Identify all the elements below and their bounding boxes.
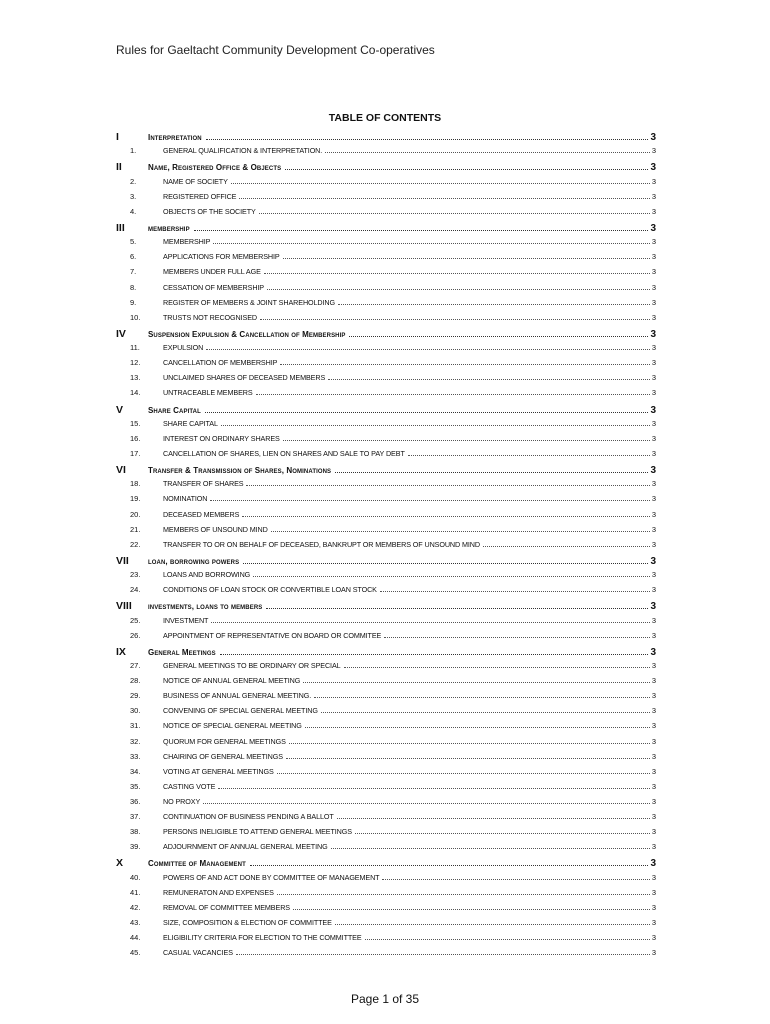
entry-title: UNTRACEABLE MEMBERS: [163, 388, 253, 398]
section-number: X: [116, 857, 124, 870]
entry-number: 15.: [130, 418, 141, 428]
entry-number: 41.: [130, 887, 141, 897]
entry-number: 16.: [130, 433, 141, 443]
toc-entry-row[interactable]: [116, 691, 656, 706]
leader-dots: [331, 848, 650, 849]
entry-page: 3: [651, 191, 656, 201]
leader-dots: [243, 563, 648, 564]
leader-dots: [338, 304, 650, 305]
entry-number: 34.: [130, 766, 141, 776]
section-number: VI: [116, 464, 126, 477]
leader-dots: [483, 546, 650, 547]
section-title: investments, loans to members: [148, 602, 263, 612]
leader-dots: [256, 394, 650, 395]
leader-dots: [328, 379, 650, 380]
entry-number: 3.: [130, 191, 137, 201]
entry-title: SIZE, COMPOSITION & ELECTION OF COMMITTEE: [163, 917, 332, 927]
leader-dots: [289, 743, 650, 744]
leader-dots: [314, 697, 650, 698]
entry-title: REMOVAL OF COMMITTEE MEMBERS: [163, 902, 290, 912]
leader-dots: [355, 833, 650, 834]
entry-page: 3: [651, 176, 656, 186]
leader-dots: [264, 273, 650, 274]
entry-number: 1.: [130, 146, 137, 156]
toc-entry-row[interactable]: [116, 661, 656, 676]
entry-title: NOTICE OF ANNUAL GENERAL MEETING: [163, 676, 301, 686]
toc-entry-row[interactable]: [116, 449, 656, 464]
entry-title: APPOINTMENT OF REPRESENTATIVE ON BOARD OR COMMITEE: [163, 630, 382, 640]
toc-entry-row[interactable]: [116, 358, 656, 373]
entry-title: REGISTER OF MEMBERS & JOINT SHAREHOLDING: [163, 297, 335, 307]
entry-page: 3: [651, 630, 656, 640]
entry-number: 12.: [130, 358, 141, 368]
entry-page: 3: [651, 933, 656, 942]
leader-dots: [205, 412, 649, 413]
leader-dots: [218, 788, 650, 789]
section-title: Suspension Expulsion & Cancellation of Membership: [148, 329, 346, 339]
toc-entry-row[interactable]: [116, 797, 656, 812]
entry-title: NOTICE OF SPECIAL GENERAL MEETING: [163, 721, 302, 731]
toc-entry-row[interactable]: [116, 585, 656, 600]
entry-page: 3: [651, 146, 656, 156]
toc-entry-row[interactable]: [116, 373, 656, 388]
entry-page: 3: [651, 676, 656, 686]
section-page: 3: [650, 132, 656, 143]
section-number: I: [116, 131, 119, 143]
leader-dots: [242, 516, 650, 517]
section-page: 3: [650, 601, 656, 613]
entry-number: 5.: [130, 237, 137, 247]
entry-page: 3: [651, 448, 656, 458]
toc-entry-row[interactable]: [116, 283, 656, 298]
entry-number: 42.: [130, 902, 141, 912]
leader-dots: [239, 198, 649, 199]
leader-dots: [220, 654, 649, 655]
entry-number: 20.: [130, 509, 141, 519]
section-title: Share Capital: [148, 405, 201, 415]
toc-entry-row[interactable]: [116, 918, 656, 933]
toc-entry-row[interactable]: [116, 812, 656, 827]
entry-page: 3: [651, 358, 656, 368]
leader-dots: [277, 773, 650, 774]
entry-page: 3: [651, 827, 656, 837]
entry-number: 39.: [130, 842, 141, 852]
leader-dots: [382, 879, 649, 880]
entry-title: POWERS OF AND ACT DONE BY COMMITTEE OF MANAGEMENT: [163, 872, 380, 882]
section-number: VII: [116, 554, 129, 567]
leader-dots: [266, 608, 648, 609]
entry-number: 40.: [130, 872, 141, 882]
entry-number: 35.: [130, 781, 141, 791]
section-number: V: [116, 403, 124, 416]
entry-page: 3: [651, 388, 656, 398]
entry-number: 18.: [130, 479, 141, 489]
page-footer: Page 1 of 35: [350, 992, 420, 1006]
leader-dots: [408, 455, 650, 456]
toc-entry-row[interactable]: [116, 313, 656, 328]
entry-page: 3: [651, 206, 656, 216]
section-number: II: [116, 161, 122, 174]
entry-title: UNCLAIMED SHARES OF DECEASED MEMBERS: [163, 373, 326, 383]
toc-section-row[interactable]: [116, 600, 656, 615]
entry-number: 43.: [130, 917, 141, 927]
leader-dots: [365, 939, 650, 940]
section-page: 3: [650, 404, 656, 416]
leader-dots: [303, 682, 650, 683]
table-of-contents: [116, 131, 656, 963]
entry-page: 3: [651, 751, 656, 761]
toc-section-row[interactable]: [116, 404, 656, 419]
section-page: 3: [650, 646, 656, 658]
toc-entry-row[interactable]: [116, 752, 656, 767]
leader-dots: [349, 336, 648, 337]
leader-dots: [335, 472, 648, 473]
entry-page: 3: [651, 887, 656, 897]
entry-number: 30.: [130, 706, 141, 716]
entry-number: 21.: [130, 524, 141, 534]
entry-page: 3: [651, 509, 656, 519]
toc-title: TABLE OF CONTENTS: [328, 112, 442, 124]
entry-title: NAME OF SOCIETY: [163, 176, 228, 186]
entry-title: CONDITIONS OF LOAN STOCK OR CONVERTIBLE LOAN STOCK: [163, 585, 377, 595]
leader-dots: [206, 139, 649, 140]
leader-dots: [286, 758, 650, 759]
toc-entry-row[interactable]: [116, 782, 656, 797]
leader-dots: [380, 591, 650, 592]
entry-page: 3: [651, 524, 656, 534]
leader-dots: [280, 364, 650, 365]
toc-entry-row[interactable]: [116, 842, 656, 857]
leader-dots: [293, 909, 650, 910]
leader-dots: [211, 622, 650, 623]
entry-title: MEMBERS UNDER FULL AGE: [163, 267, 261, 277]
leader-dots: [283, 440, 650, 441]
leader-dots: [206, 349, 650, 350]
toc-section-row[interactable]: [116, 328, 656, 343]
toc-entry-row[interactable]: [116, 207, 656, 222]
section-number: III: [116, 221, 125, 234]
entry-title: CASUAL VACANCIES: [163, 948, 233, 958]
entry-number: 14.: [130, 388, 141, 398]
section-page: 3: [650, 162, 656, 174]
toc-entry-row[interactable]: [116, 616, 656, 631]
section-title: loan, borrowing powers: [148, 556, 240, 566]
leader-dots: [259, 213, 650, 214]
entry-title: ADJOURNMENT OF ANNUAL GENERAL MEETING: [163, 842, 328, 852]
entry-page: 3: [651, 766, 656, 776]
leader-dots: [285, 169, 648, 170]
toc-entry-row[interactable]: [116, 721, 656, 736]
entry-page: 3: [651, 282, 656, 292]
entry-page: 3: [651, 691, 656, 701]
toc-section-row[interactable]: [116, 464, 656, 479]
toc-entry-row[interactable]: [116, 948, 656, 963]
toc-entry-row[interactable]: [116, 419, 656, 434]
section-page: 3: [650, 858, 656, 870]
entry-number: 44.: [130, 933, 141, 942]
entry-page: 3: [651, 267, 656, 277]
entry-number: 31.: [130, 721, 141, 731]
entry-page: 3: [651, 842, 656, 852]
toc-entry-row[interactable]: [116, 737, 656, 752]
entry-number: 22.: [130, 539, 141, 549]
toc-entry-row[interactable]: [116, 192, 656, 207]
entry-number: 38.: [130, 827, 141, 837]
entry-title: BUSINESS OF ANNUAL GENERAL MEETING.: [163, 691, 312, 701]
toc-entry-row[interactable]: [116, 479, 656, 494]
section-number: VIII: [116, 600, 132, 613]
toc-entry-row[interactable]: [116, 706, 656, 721]
entry-number: 32.: [130, 736, 141, 746]
entry-number: 19.: [130, 494, 141, 504]
section-number: IX: [116, 645, 126, 658]
leader-dots: [344, 667, 650, 668]
entry-page: 3: [651, 721, 656, 731]
entry-number: 45.: [130, 948, 141, 958]
toc-entry-row[interactable]: [116, 434, 656, 449]
toc-entry-row[interactable]: [116, 873, 656, 888]
toc-entry-row[interactable]: [116, 631, 656, 646]
section-page: 3: [650, 222, 656, 234]
leader-dots: [210, 500, 649, 501]
leader-dots: [283, 258, 650, 259]
entry-number: 37.: [130, 812, 141, 822]
toc-entry-row[interactable]: [116, 298, 656, 313]
toc-section-row[interactable]: [116, 857, 656, 872]
entry-page: 3: [651, 585, 656, 595]
entry-page: 3: [651, 312, 656, 322]
entry-title: GENERAL QUALIFICATION & INTERPRETATION.: [163, 146, 323, 156]
entry-page: 3: [651, 237, 656, 247]
leader-dots: [213, 243, 650, 244]
leader-dots: [253, 576, 650, 577]
entry-title: REMUNERATON AND EXPENSES: [163, 887, 274, 897]
toc-entry-row[interactable]: [116, 827, 656, 842]
entry-title: ELIGIBILITY CRITERIA FOR ELECTION TO THE COMMITTEE: [163, 933, 362, 942]
section-title: General Meetings: [148, 647, 216, 657]
leader-dots: [203, 803, 650, 804]
toc-entry-row[interactable]: [116, 903, 656, 918]
leader-dots: [246, 485, 649, 486]
toc-entry-row[interactable]: [116, 177, 656, 192]
entry-title: INVESTMENT: [163, 615, 209, 625]
leader-dots: [250, 865, 649, 866]
toc-entry-row[interactable]: [116, 252, 656, 267]
entry-title: MEMBERS OF UNSOUND MIND: [163, 524, 268, 534]
toc-section-row[interactable]: [116, 555, 656, 570]
entry-number: 17.: [130, 448, 141, 458]
toc-entry-row[interactable]: [116, 676, 656, 691]
entry-title: INTEREST ON ORDINARY SHARES: [163, 433, 280, 443]
entry-page: 3: [651, 812, 656, 822]
entry-title: GENERAL MEETINGS TO BE ORDINARY OR SPECIAL: [163, 661, 341, 671]
entry-page: 3: [651, 373, 656, 383]
entry-title: MEMBERSHIP: [163, 237, 211, 247]
toc-entry-row[interactable]: [116, 267, 656, 282]
section-title: Committee of Management: [148, 859, 246, 869]
entry-title: CASTING VOTE: [163, 781, 216, 791]
entry-number: 28.: [130, 676, 141, 686]
entry-title: CONTINUATION OF BUSINESS PENDING A BALLOT: [163, 812, 334, 822]
entry-number: 29.: [130, 691, 141, 701]
toc-entry-row[interactable]: [116, 933, 656, 948]
toc-section-row[interactable]: [116, 131, 656, 146]
entry-number: 9.: [130, 297, 137, 307]
entry-number: 7.: [130, 267, 137, 277]
leader-dots: [221, 425, 650, 426]
toc-entry-row[interactable]: [116, 494, 656, 509]
entry-title: OBJECTS OF THE SOCIETY: [163, 206, 256, 216]
entry-number: 10.: [130, 312, 141, 322]
leader-dots: [231, 183, 650, 184]
entry-title: LOANS AND BORROWING: [163, 570, 251, 580]
entry-page: 3: [651, 917, 656, 927]
section-title: Interpretation: [148, 133, 202, 142]
section-number: IV: [116, 327, 126, 340]
entry-page: 3: [651, 948, 656, 958]
entry-title: SHARE CAPITAL: [163, 418, 218, 428]
entry-number: 13.: [130, 373, 141, 383]
section-page: 3: [650, 328, 656, 340]
entry-page: 3: [651, 902, 656, 912]
toc-entry-row[interactable]: [116, 570, 656, 585]
section-page: 3: [650, 465, 656, 477]
leader-dots: [194, 230, 649, 231]
entry-page: 3: [651, 872, 656, 882]
leader-dots: [260, 319, 650, 320]
entry-title: TRANSFER TO OR ON BEHALF OF DECEASED, BANKRUPT OR MEMBERS OF UNSOUND MIND: [163, 539, 480, 549]
entry-title: VOTING AT GENERAL MEETINGS: [163, 766, 274, 776]
section-title: membership: [148, 223, 190, 233]
leader-dots: [305, 727, 650, 728]
entry-title: CESSATION OF MEMBERSHIP: [163, 282, 264, 292]
entry-number: 27.: [130, 661, 141, 671]
toc-entry-row[interactable]: [116, 388, 656, 403]
toc-section-row[interactable]: [116, 646, 656, 661]
entry-number: 24.: [130, 585, 141, 595]
page-header: Rules for Gaeltacht Community Development Co-operatives: [116, 43, 435, 57]
leader-dots: [384, 637, 650, 638]
toc-entry-row[interactable]: [116, 510, 656, 525]
entry-page: 3: [651, 570, 656, 580]
entry-page: 3: [651, 539, 656, 549]
leader-dots: [277, 894, 650, 895]
entry-title: APPLICATIONS FOR MEMBERSHIP: [163, 252, 280, 262]
entry-title: CANCELLATION OF MEMBERSHIP: [163, 358, 278, 368]
entry-number: 23.: [130, 570, 141, 580]
leader-dots: [236, 954, 650, 955]
entry-page: 3: [651, 343, 656, 353]
leader-dots: [335, 924, 650, 925]
entry-page: 3: [651, 706, 656, 716]
entry-page: 3: [651, 661, 656, 671]
entry-number: 36.: [130, 796, 141, 806]
entry-page: 3: [651, 615, 656, 625]
toc-section-row[interactable]: [116, 222, 656, 237]
entry-title: QUORUM FOR GENERAL MEETINGS: [163, 736, 286, 746]
entry-page: 3: [651, 252, 656, 262]
entry-title: PERSONS INELIGIBLE TO ATTEND GENERAL MEETINGS: [163, 827, 352, 837]
leader-dots: [271, 531, 650, 532]
entry-page: 3: [651, 479, 656, 489]
entry-title: CONVENING OF SPECIAL GENERAL MEETING: [163, 706, 318, 716]
toc-section-row[interactable]: [116, 161, 656, 176]
section-page: 3: [650, 555, 656, 567]
entry-number: 33.: [130, 751, 141, 761]
entry-number: 11.: [130, 343, 140, 353]
entry-number: 8.: [130, 282, 137, 292]
leader-dots: [321, 712, 650, 713]
section-title: Name, Registered Office & Objects: [148, 163, 282, 173]
leader-dots: [267, 289, 650, 290]
section-title: Transfer & Transmission of Shares, Nominations: [148, 466, 332, 476]
entry-number: 26.: [130, 630, 141, 640]
entry-title: CANCELLATION OF SHARES, LIEN ON SHARES AND SALE TO PAY DEBT: [163, 448, 405, 458]
entry-title: DECEASED MEMBERS: [163, 509, 240, 519]
entry-title: TRANSFER OF SHARES: [163, 479, 244, 489]
entry-page: 3: [651, 418, 656, 428]
leader-dots: [337, 818, 650, 819]
entry-number: 6.: [130, 252, 137, 262]
entry-title: CHAIRING OF GENERAL MEETINGS: [163, 751, 283, 761]
entry-page: 3: [651, 796, 656, 806]
entry-page: 3: [651, 736, 656, 746]
toc-entry-row[interactable]: [116, 237, 656, 252]
entry-page: 3: [651, 781, 656, 791]
entry-title: NOMINATION: [163, 494, 208, 504]
toc-entry-row[interactable]: [116, 540, 656, 555]
entry-title: TRUSTS NOT RECOGNISED: [163, 312, 258, 322]
toc-entry-row[interactable]: [116, 146, 656, 161]
entry-title: REGISTERED OFFICE: [163, 191, 237, 201]
entry-number: 2.: [130, 176, 137, 186]
entry-title: NO PROXY: [163, 796, 201, 806]
toc-entry-row[interactable]: [116, 767, 656, 782]
toc-entry-row[interactable]: [116, 343, 656, 358]
entry-page: 3: [651, 494, 656, 504]
entry-title: EXPULSION: [163, 343, 204, 353]
entry-number: 25.: [130, 615, 141, 625]
leader-dots: [325, 152, 650, 153]
toc-entry-row[interactable]: [116, 525, 656, 540]
entry-number: 4.: [130, 206, 137, 216]
entry-page: 3: [651, 297, 656, 307]
toc-entry-row[interactable]: [116, 888, 656, 903]
entry-page: 3: [651, 433, 656, 443]
